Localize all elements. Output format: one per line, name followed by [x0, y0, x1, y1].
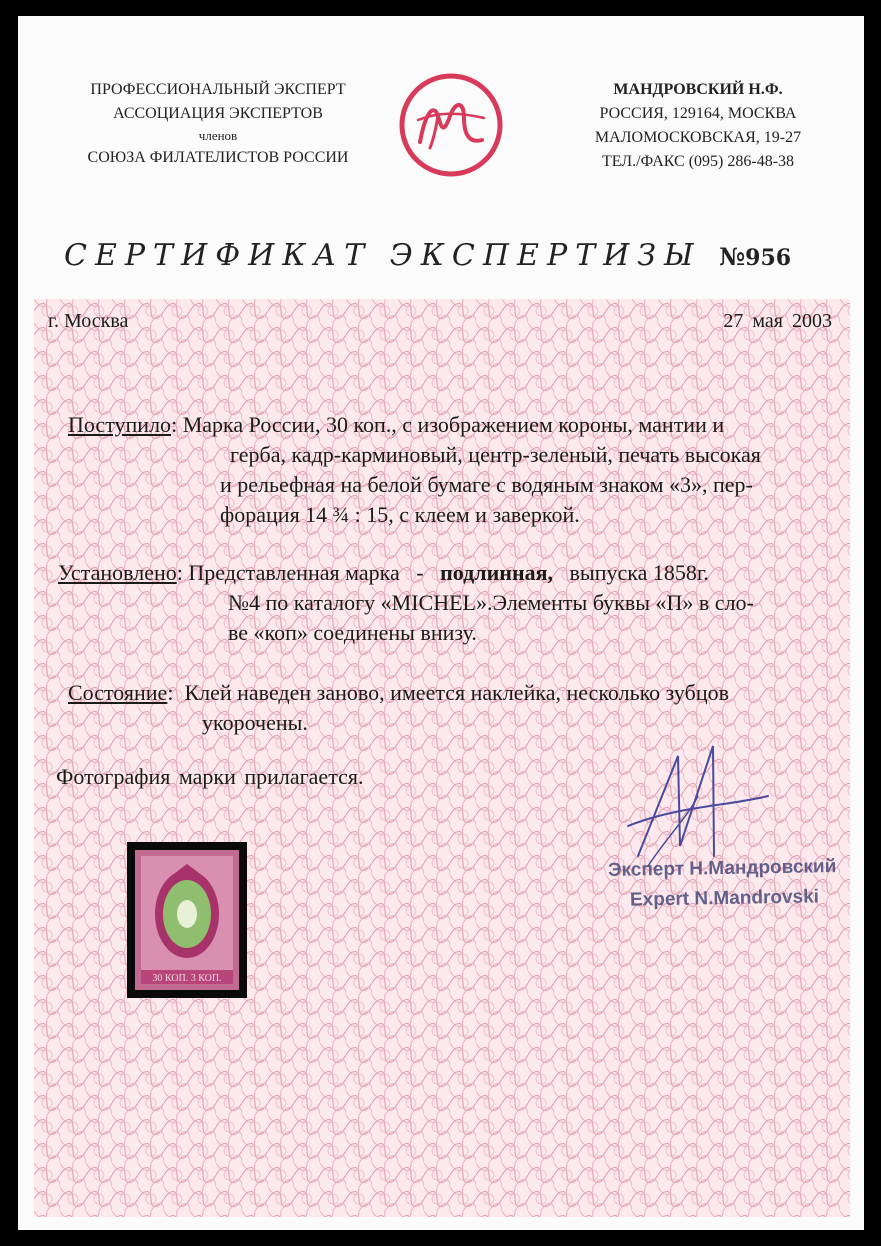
header-right-line4: ТЕЛ./ФАКС (095) 286-48-38	[601, 153, 795, 170]
expert-stamp-line1: Эксперт Н.Мандровский	[607, 856, 837, 881]
photo-note: Фотография марки прилагается.	[56, 764, 364, 789]
certificate-number: 956	[745, 245, 792, 271]
header-right-name: МАНДРОВСКИЙ Н.Ф.	[613, 81, 783, 98]
header-right-line2: РОССИЯ, 129164, МОСКВА	[599, 105, 797, 122]
header-right-block	[558, 78, 838, 174]
established-line3: ве «коп» соединены внизу.	[228, 620, 477, 645]
received-line3: и рельефная на белой бумаге с водяным знаком «3», пер-	[220, 472, 753, 497]
certificate-city: г. Москва	[48, 310, 129, 332]
established-line1-a: Представленная марка	[188, 560, 400, 585]
header-left-block	[58, 78, 378, 170]
condition-line2: укорочены.	[202, 710, 308, 735]
received-label: Поступило	[68, 412, 172, 437]
header-left-line3: членов	[198, 128, 238, 143]
condition-label: Состояние	[68, 680, 168, 705]
expert-stamp-line2: Expert N.Mandrovski	[629, 886, 820, 911]
received-line2: герба, кадр-карминовый, центр-зеленый, печать высокая	[230, 442, 761, 467]
header-left-line2: АССОЦИАЦИЯ ЭКСПЕРТОВ	[113, 105, 323, 122]
established-authentic: подлинная,	[440, 560, 554, 585]
header-right-line3: МАЛОМОСКОВСКАЯ, 19-27	[594, 129, 802, 146]
established-line1-b: выпуска 1858г.	[569, 560, 709, 585]
established-dash: -	[416, 560, 424, 585]
condition-row1: Состояние: Клей наведен заново, имеется наклейка, несколько зубцов	[68, 680, 729, 705]
certificate-sheet	[18, 16, 864, 1230]
established-row1: Установлено: Представленная марка - подлинная, выпуска 1858г.	[58, 560, 709, 585]
stamp-image	[127, 842, 247, 998]
condition-line1: Клей наведен заново, имеется наклейка, несколько зубцов	[184, 680, 729, 705]
logo-letter: M	[450, 132, 452, 133]
received-line1: Марка России, 30 коп., с изображением короны, мантии и	[182, 412, 725, 437]
header-left-line1: ПРОФЕССИОНАЛЬНЫЙ ЭКСПЕРТ	[90, 81, 346, 98]
header-left-line4: СОЮЗА ФИЛАТЕЛИСТОВ РОССИИ	[87, 149, 349, 166]
expert-logo-icon	[398, 72, 504, 178]
established-label: Установлено	[58, 560, 177, 585]
established-line2: №4 по каталогу «MICHEL».Элементы буквы «П» в сло-	[228, 590, 754, 615]
certificate-date: 27 мая 2003	[723, 310, 832, 332]
certificate-number-label: №	[719, 242, 746, 271]
received-line4: форация 14 ¾ : 15, с клеем и заверкой.	[220, 502, 580, 527]
stamp-inscription: 30 КОП. 3 КОП.	[152, 973, 222, 984]
certificate-title: СЕРТИФИКАТ ЭКСПЕРТИЗЫ	[64, 238, 702, 273]
stamp-photo-frame	[127, 842, 247, 998]
certificate-title-row	[64, 238, 794, 273]
received-row1: Поступило: Марка России, 30 коп., с изображением короны, мантии и	[68, 412, 725, 437]
